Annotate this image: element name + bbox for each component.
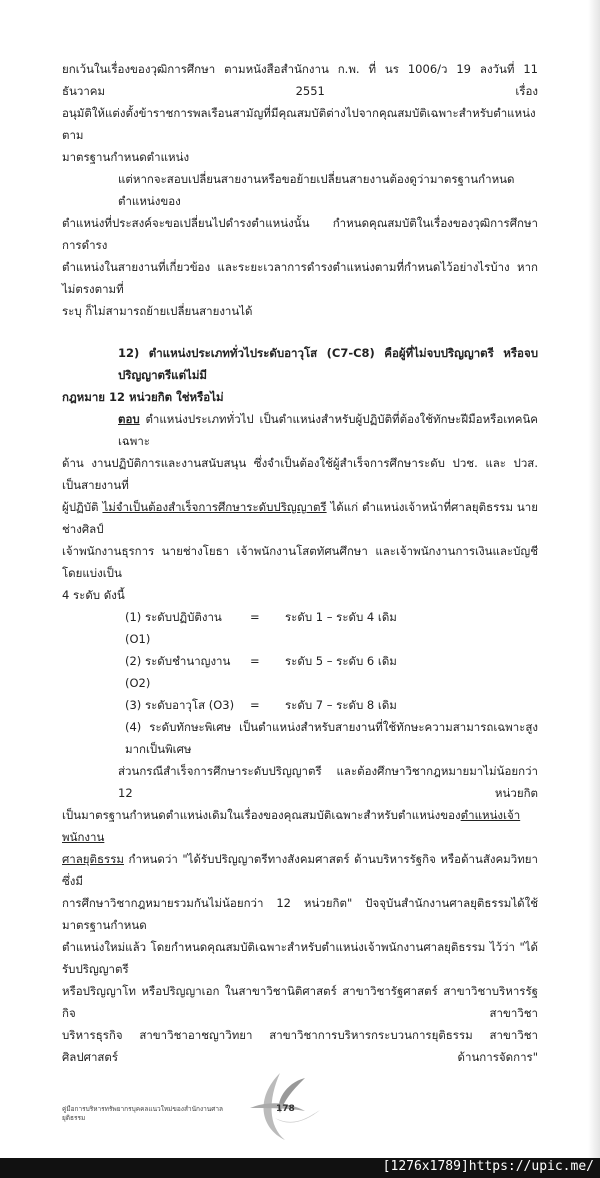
level-list [62, 606, 538, 716]
equals-sign: = [250, 654, 260, 668]
equals-sign: = [250, 610, 260, 624]
text-segment: กฎหมาย 12 หน่วยกิต ใช่หรือไม่ [62, 390, 224, 404]
text-line [62, 804, 538, 848]
text-line [62, 102, 538, 146]
question-heading-line [62, 342, 538, 386]
text-line [62, 936, 538, 980]
text-segment: อนุมัติให้แต่งตั้งข้าราชการพลเรือนสามัญที่มีคุณสมบัติต่างไปจากคุณสมบัติเฉพาะสำหรับตำแหน่งตาม [62, 106, 536, 142]
text-line [62, 256, 538, 300]
text-segment: บริหารธุรกิจ สาขาวิชาอาชญาวิทยา สาขาวิชาการบริหารกระบวนการยุติธรรม สาขาวิชาศิลปศาสตร์ ด้านการจัดการ" [62, 1028, 538, 1064]
text-segment: มาตรฐานกำหนดตำแหน่ง [62, 150, 190, 164]
text-line [62, 760, 538, 804]
page-number: 178 [276, 1104, 295, 1114]
text-segment: (4) ระดับทักษะพิเศษ เป็นตำแหน่งสำหรับสายงานที่ใช้ทักษะความสามารถเฉพาะสูงมากเป็นพิเศษ [125, 720, 538, 756]
text-block-before-levels [62, 58, 538, 606]
text-line [62, 848, 538, 892]
text-segment: 4 ระดับ ดังนี้ [62, 588, 125, 602]
question-heading-line [62, 386, 538, 408]
underlined-text: ตำแหน่งเจ้าพนักงาน [62, 808, 521, 844]
text-segment: หรือปริญญาโท หรือปริญญาเอก ในสาขาวิชานิติศาสตร์ สาขาวิชารัฐศาสตร์ สาขาวิชาบริหารรัฐกิจ สาขาวิชา [62, 984, 538, 1020]
text-line [62, 300, 538, 322]
image-info-bar [0, 1158, 600, 1178]
text-line [62, 168, 538, 212]
text-line [62, 716, 538, 760]
page-footer [0, 1068, 600, 1158]
text-line [62, 408, 538, 452]
text-line [62, 540, 538, 584]
text-line [62, 58, 538, 102]
text-segment: ผู้ปฏิบัติ [62, 500, 103, 514]
text-segment: ตำแหน่งใหม่แล้ว โดยกำหนดคุณสมบัติเฉพาะสำหรับตำแหน่งเจ้าพนักงานศาลยุติธรรม ไว้ว่า "ได้รับปริญญาตรี [62, 940, 538, 976]
text-line [62, 496, 538, 540]
text-line [62, 452, 538, 496]
text-segment: การศึกษาวิชากฎหมายรวมกันไม่น้อยกว่า 12 หน่วยกิต" ปัจจุบันสำนักงานศาลยุติธรรมได้ใช้มาตรฐานกำหนด [62, 896, 538, 932]
text-line [62, 1024, 538, 1068]
text-segment: 12) ตำแหน่งประเภททั่วไประดับอาวุโส (C7-C8) คือผู้ที่ไม่จบปริญญาตรี หรือจบปริญญาตรีแต่ไม่มี [118, 346, 538, 382]
level-range: ระดับ 7 – ระดับ 8 เดิม [285, 698, 397, 712]
level-name: (2) ระดับชำนาญงาน (O2) [125, 654, 231, 690]
text-segment: กำหนดว่า "ได้รับปริญญาตรีทางสังคมศาสตร์ ด้านบริหารรัฐกิจ หรือด้านสังคมวิทยา ซึ่งมี [62, 852, 538, 888]
text-segment: ระบุ ก็ไม่สามารถย้ายเปลี่ยนสายงานได้ [62, 304, 253, 318]
text-segment: ตำแหน่งที่ประสงค์จะขอเปลี่ยนไปดำรงตำแหน่งนั้น กำหนดคุณสมบัติในเรื่องของวุฒิการศึกษา การดำรง [62, 216, 538, 252]
text-block-after-levels [62, 716, 538, 1068]
level-name: (3) ระดับอาวุโส (O3) [125, 698, 235, 712]
level-range: ระดับ 1 – ระดับ 4 เดิม [285, 610, 397, 624]
text-segment: ยกเว้นในเรื่องของวุฒิการศึกษา ตามหนังสือสำนักงาน ก.พ. ที่ นร 1006/ว 19 ลงวันที่ 11 ธันวาคม 2551 เรื่อง [62, 62, 538, 98]
text-segment: ส่วนกรณีสำเร็จการศึกษาระดับปริญญาตรี และต้องศึกษาวิชากฎหมายมาไม่น้อยกว่า 12 หน่วยกิต [118, 764, 538, 800]
text-line [62, 212, 538, 256]
text-line [62, 584, 538, 606]
footer-title: คู่มือการบริหารทรัพยากรบุคคลแนวใหม่ของสำนักงานศาลยุติธรรม [62, 1105, 223, 1122]
text-segment: ตำแหน่งในสายงานที่เกี่ยวข้อง และระยะเวลาการดำรงตำแหน่งตามที่กำหนดไว้อย่างไรบ้าง หากไม่ตรงตามที่ [62, 260, 538, 296]
text-segment: เจ้าพนักงานธุรการ นายช่างโยธา เจ้าพนักงานโสตทัศนศึกษา และเจ้าพนักงานการเงินและบัญชี โดยแบ่งเป็น [62, 544, 538, 580]
image-info-text: [1276x1789]https://upic.me/ [382, 1159, 594, 1174]
equals-sign: = [250, 698, 260, 712]
underlined-text: ไม่จำเป็นต้องสำเร็จการศึกษาระดับปริญญาตรี [102, 500, 327, 514]
text-segment: แต่หากจะสอบเปลี่ยนสายงานหรือขอย้ายเปลี่ยนสายงานต้องดูว่ามาตรฐานกำหนดตำแหน่งของ [118, 172, 515, 208]
text-segment: ได้แก่ ตำแหน่งเจ้าหน้าที่ศาลยุติธรรม นายช่างศิลป์ [62, 500, 538, 536]
underlined-text: ศาลยุติธรรม [62, 852, 124, 866]
text-line [62, 146, 538, 168]
text-line [62, 892, 538, 936]
text-segment: ตำแหน่งประเภททั่วไป เป็นตำแหน่งสำหรับผู้ปฏิบัติที่ต้องใช้ทักษะฝีมือหรือเทคนิคเฉพาะ [118, 412, 538, 448]
text-segment: เป็นมาตรฐานกำหนดตำแหน่งเดิมในเรื่องของคุณสมบัติเฉพาะสำหรับตำแหน่งของ [62, 808, 461, 822]
underlined-text: ตอบ [118, 412, 140, 426]
text-segment: ด้าน งานปฏิบัติการและงานสนับสนุน ซึ่งจำเป็นต้องใช้ผู้สำเร็จการศึกษาระดับ ปวช. และ ปวส. เป็นสายงานที่ [62, 456, 538, 492]
level-name: (1) ระดับปฏิบัติงาน (O1) [125, 610, 222, 646]
level-range: ระดับ 5 – ระดับ 6 เดิม [285, 654, 397, 668]
text-line [62, 980, 538, 1024]
